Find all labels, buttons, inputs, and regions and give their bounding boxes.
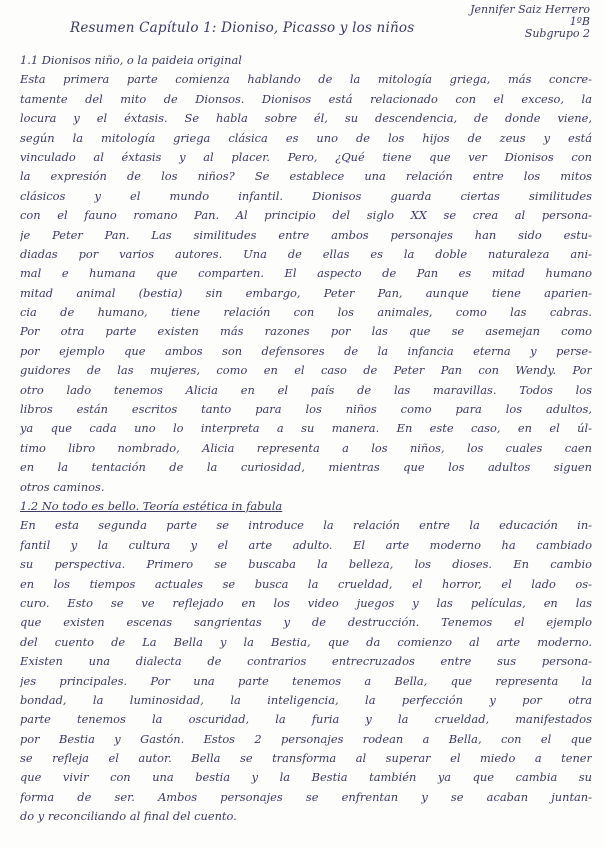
text-line: la expresión de los niños? Se establece una relación entre los mitos	[20, 169, 592, 184]
text-line: su perspectiva. Primero se buscaba la belleza, los dioses. En cambio	[20, 557, 592, 572]
text-line: en los tiempos actuales se busca la crueldad, el horror, el lado os-	[20, 576, 592, 591]
author-name: Jennifer Saiz Herrero	[470, 3, 590, 16]
text-line: otro lado tenemos Alicia en el país de las maravillas. Todos los	[20, 382, 592, 397]
text-line: por ejemplo que ambos son defensores de la infancia eterna y perse-	[20, 343, 592, 358]
page-title: Resumen Capítulo 1: Dioniso, Picasso y los niños	[70, 20, 415, 36]
text-line: del cuento de La Bella y la Bestia, que da comienzo al arte moderno.	[20, 634, 592, 649]
text-line: En esta segunda parte se introduce la relación entre la educación in-	[20, 518, 592, 533]
text-line: curo. Esto se ve reflejado en los video juegos y las películas, en las	[20, 595, 592, 610]
text-line: tamente del mito de Dionsos. Dionisos está relacionado con el exceso, la	[20, 91, 592, 106]
section-2-heading-text: 1.2 No todo es bello. Teoría estética in fabula	[20, 498, 283, 513]
text-line: parte tenemos la oscuridad, la furia y la crueldad, manifestados	[20, 712, 592, 727]
text-line: diadas por varios autores. Una de ellas es la doble naturaleza ani-	[20, 246, 592, 261]
text-line: por Bestia y Gastón. Estos 2 personajes rodean a Bella, con el que	[20, 731, 592, 746]
text-line: timo libro nombrado, Alicia representa a los niños, los cuales caen	[20, 440, 592, 455]
course-label: 1ºB	[569, 15, 590, 28]
section-2-heading	[20, 497, 592, 516]
text-line: clásicos y el mundo infantil. Dionisos guarda ciertas similitudes	[20, 188, 592, 203]
text-line: mitad animal (bestia) sin embargo, Peter Pan, aunque tiene aparien-	[20, 285, 592, 300]
text-line: Existen una dialecta de contrarios entrecruzados entre sus persona-	[20, 654, 592, 669]
text-line: otros caminos.	[20, 479, 105, 494]
summary-body	[20, 51, 592, 827]
text-line: se refleja el autor. Bella se transforma al superar el miedo a tener	[20, 751, 592, 766]
text-line: que existen escenas sangrientas y de destrucción. Tenemos el ejemplo	[20, 615, 592, 630]
text-line: Esta primera parte comienza hablando de la mitología griega, más concre-	[20, 72, 592, 87]
section-1-heading: 1.1 Dionisos niño, o la paideia original	[20, 53, 242, 67]
text-line: cia de humano, tiene relación con los animales, como las cabras.	[20, 305, 592, 320]
text-line: fantil y la cultura y el arte adulto. El arte moderno ha cambiado	[20, 537, 592, 552]
text-line: en la tentación de la curiosidad, mientras que los adultos siguen	[20, 460, 592, 475]
text-line: forma de ser. Ambos personajes se enfrentan y se acaban juntan-	[20, 789, 592, 804]
text-line: según la mitología griega clásica es uno de los hijos de zeus y está	[20, 130, 592, 145]
text-line: guidores de las mujeres, como en el caso de Peter Pan con Wendy. Por	[20, 363, 592, 378]
text-line: vinculado al éxtasis y al placer. Pero, ¿Qué tiene que ver Dionisos con	[20, 149, 592, 164]
text-line: libros están escritos tanto para los niños como para los adultos,	[20, 402, 592, 417]
text-line: con el fauno romano Pan. Al principio del siglo XX se crea al persona-	[20, 208, 592, 223]
text-line: que vivir con una bestia y la Bestia también ya que cambia su	[20, 770, 592, 785]
text-line: ya que cada uno lo interpreta a su manera. En este caso, en el úl-	[20, 421, 592, 436]
text-line: bondad, la luminosidad, la inteligencia, la perfección y por otra	[20, 692, 592, 707]
section-1-text	[20, 70, 592, 497]
text-line: locura y el éxtasis. Se habla sobre él, su descendencia, de donde viene,	[20, 111, 592, 126]
section-2-text	[20, 516, 592, 826]
group-label: Subgrupo 2	[524, 27, 590, 40]
text-line: je Peter Pan. Las similitudes entre ambos personajes han sido estu-	[20, 227, 592, 242]
text-line: do y reconciliando al final del cuento.	[20, 809, 237, 824]
text-line: mal e humana que comparten. El aspecto de Pan es mitad humano	[20, 266, 592, 281]
text-line: Por otra parte existen más razones por las que se asemejan como	[20, 324, 592, 339]
author-block	[450, 4, 590, 40]
text-line: jes principales. Por una parte tenemos a Bella, que representa la	[20, 673, 592, 688]
